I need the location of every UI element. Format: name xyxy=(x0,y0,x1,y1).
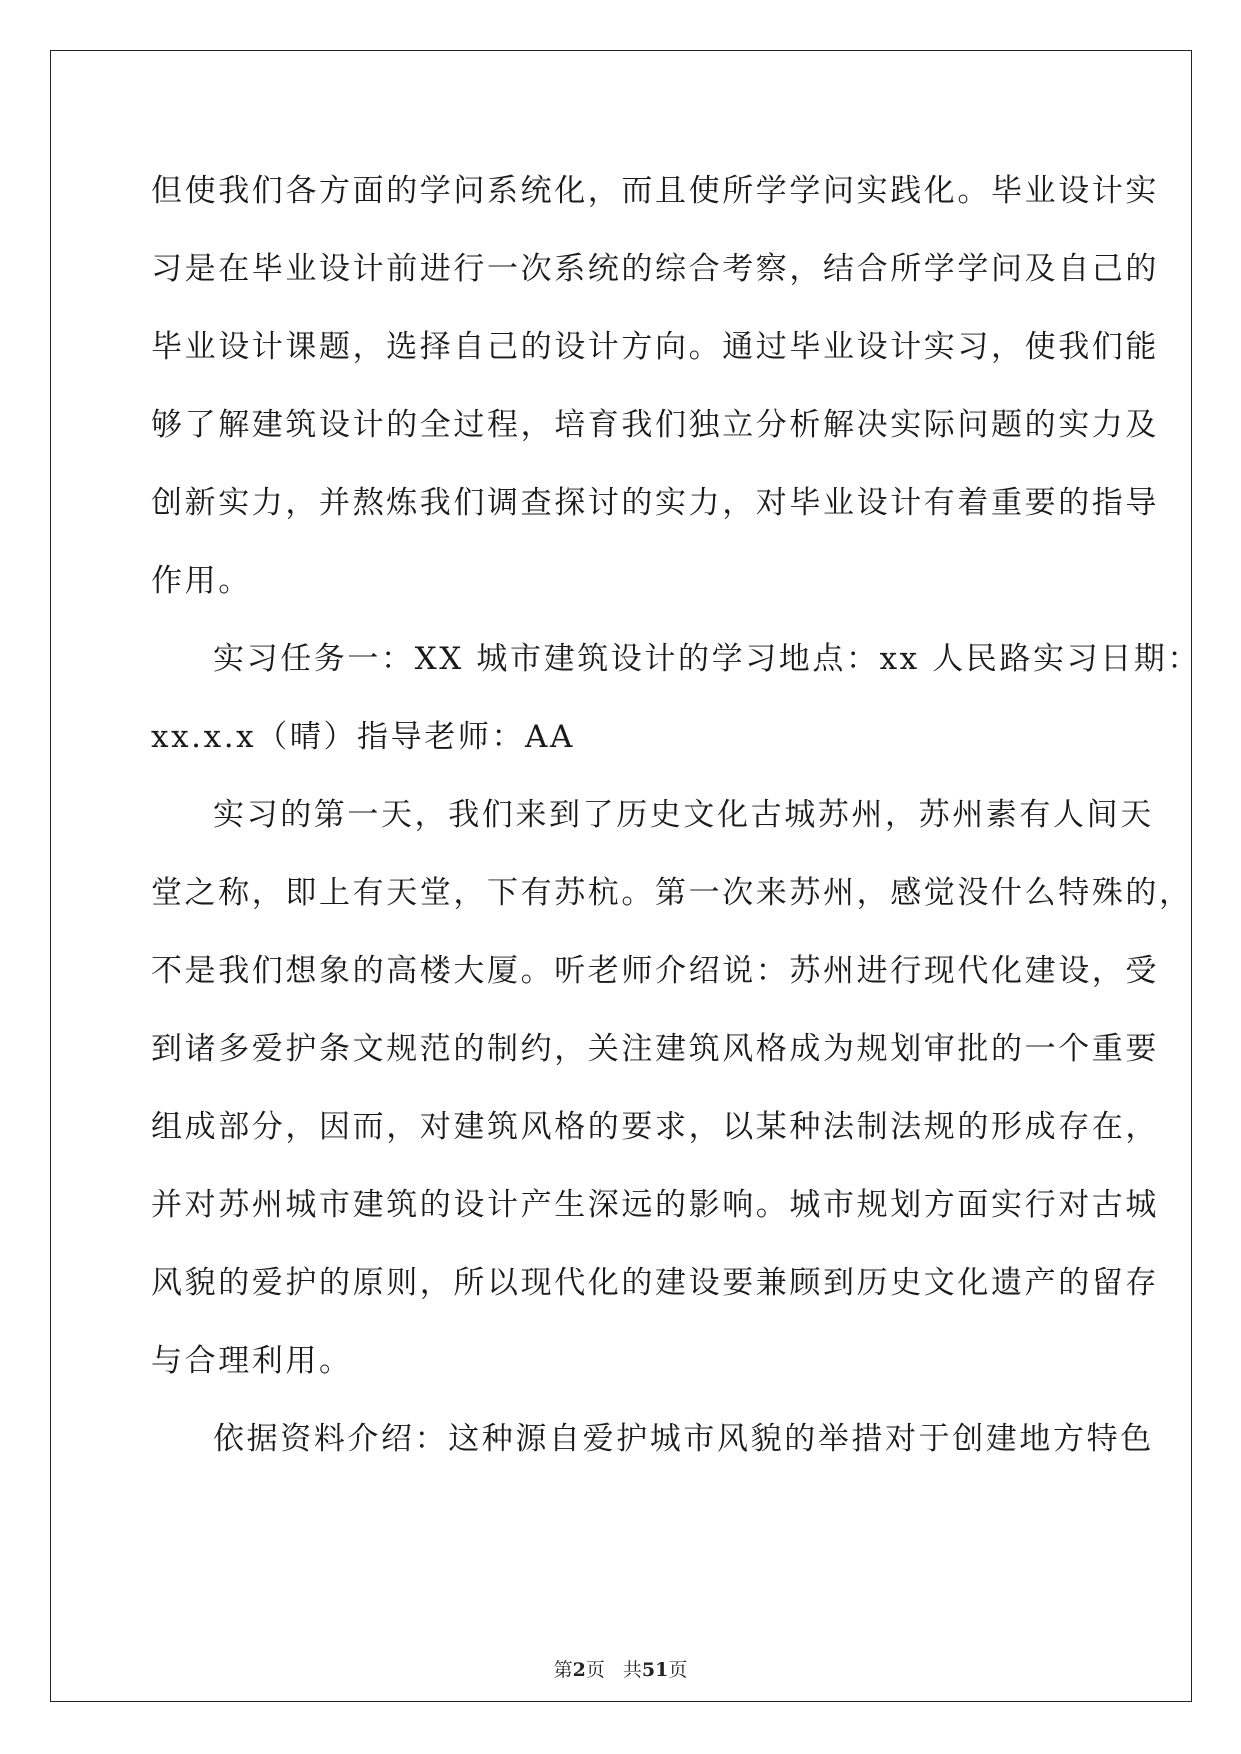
text-line: 创新实力，并熬炼我们调查探讨的实力，对毕业设计有着重要的指导 xyxy=(151,485,1159,521)
paragraph-first-line: 实习任务一：XX 城市建筑设计的学习地点：xx 人民路实习日期： xyxy=(213,641,1202,677)
text-line: 到诸多爱护条文规范的制约，关注建筑风格成为规划审批的一个重要 xyxy=(151,1031,1159,1067)
text-line: 堂之称，即上有天堂，下有苏杭。第一次来苏州，感觉没什么特殊的， xyxy=(151,875,1193,911)
current-page-number: 2 xyxy=(572,1659,586,1681)
text-line: 作用。 xyxy=(151,563,252,599)
text-line: 习是在毕业设计前进行一次系统的综合考察，结合所学学问及自己的 xyxy=(151,251,1159,287)
text-line: 够了解建筑设计的全过程，培育我们独立分析解决实际问题的实力及 xyxy=(151,407,1159,443)
page-prefix: 第 xyxy=(553,1659,573,1681)
text-line: 风貌的爱护的原则，所以现代化的建设要兼顾到历史文化遗产的留存 xyxy=(151,1265,1159,1301)
text-line: xx.x.x（晴）指导老师：AA xyxy=(151,719,576,755)
text-line: 不是我们想象的高楼大厦。听老师介绍说：苏州进行现代化建设，受 xyxy=(151,953,1159,989)
total-unit: 页 xyxy=(668,1659,688,1681)
paragraph-first-line: 实习的第一天，我们来到了历史文化古城苏州，苏州素有人间天 xyxy=(213,797,1154,833)
total-page-number: 51 xyxy=(641,1659,669,1681)
text-line: 并对苏州城市建筑的设计产生深远的影响。城市规划方面实行对古城 xyxy=(151,1187,1159,1223)
paragraph-first-line: 依据资料介绍：这种源自爱护城市风貌的举措对于创建地方特色 xyxy=(213,1421,1154,1457)
text-line: 但使我们各方面的学问系统化，而且使所学学问实践化。毕业设计实 xyxy=(151,173,1159,209)
page-footer xyxy=(0,1655,1241,1682)
document-body xyxy=(151,152,1202,1478)
text-line: 组成部分，因而，对建筑风格的要求，以某种法制法规的形成存在， xyxy=(151,1109,1159,1145)
page-unit: 页 xyxy=(585,1659,605,1681)
total-prefix: 共 xyxy=(622,1659,642,1681)
text-line: 毕业设计课题，选择自己的设计方向。通过毕业设计实习，使我们能 xyxy=(151,329,1159,365)
text-line: 与合理利用。 xyxy=(151,1343,353,1379)
